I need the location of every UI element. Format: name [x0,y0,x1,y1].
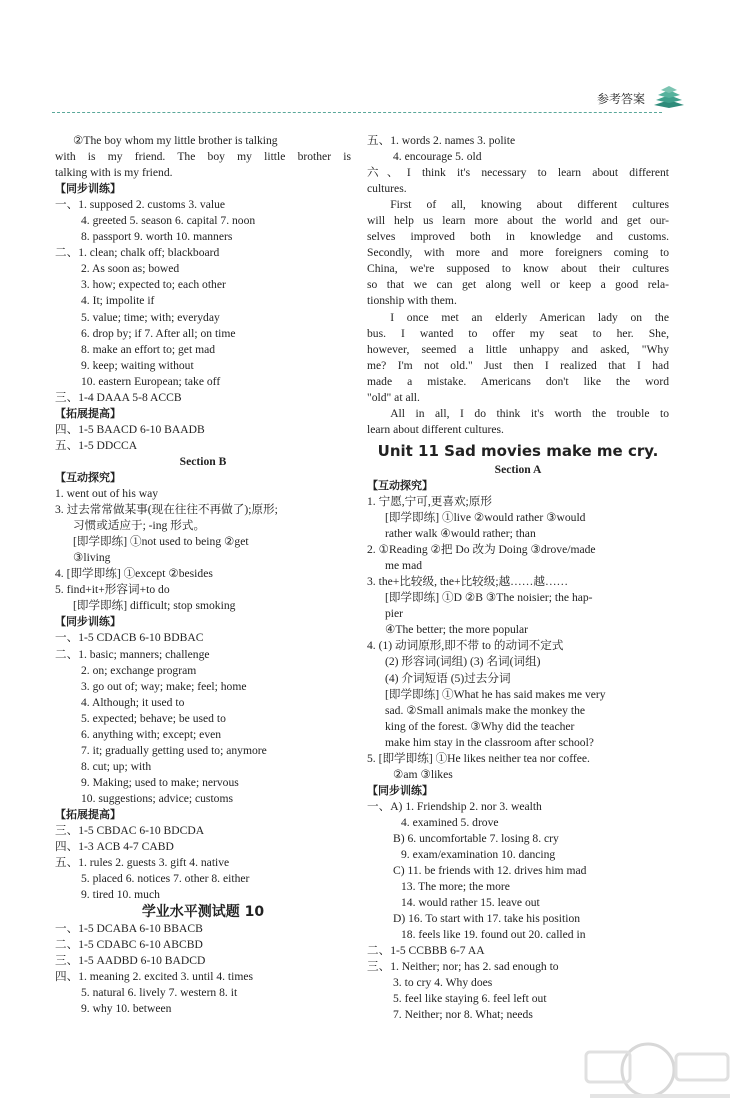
left-column-line: 三、1-5 CBDAC 6-10 BDCDA [55,824,205,838]
left-column-line: 【互动探究】 [55,470,121,484]
right-column-line: B) 6. uncomfortable 7. losing 8. cry [393,831,559,845]
right-column-line: cultures. [367,182,407,196]
left-column-line: 一、1-5 CDACB 6-10 BDBAC [55,631,204,645]
right-column-line: 3. the+比较级, the+比较级;越……越…… [367,575,569,589]
left-column-line: 10. suggestions; advice; customs [81,791,233,805]
left-column-line: 2. As soon as; bowed [81,262,180,276]
right-column-line: Secondly, with more and more foreigners coming to [367,246,669,260]
right-column-line: so that we can get along well or keep a good rela- [367,278,669,292]
right-column-line: selves improved both in knowledge and customs. [367,230,669,244]
right-column-line: [即学即练] ①live ②would rather ③would [385,511,586,525]
left-column-line: 5. find+it+形容词+to do [55,583,170,597]
left-column-line: 9. why 10. between [81,1002,172,1016]
left-column-line: 四、1-5 BAACD 6-10 BAADB [55,422,205,436]
left-column-line: ②The boy whom my little brother is talking [73,134,278,147]
right-answer-column [367,133,669,1024]
header-title: 参考答案 [597,92,646,106]
left-column-line: 5. expected; behave; be used to [81,711,226,725]
left-column-line: 三、1-4 DAAA 5-8 ACCB [55,390,182,404]
right-column-line: D) 16. To start with 17. take his position [393,912,581,926]
left-column-line: 二、1. clean; chalk off; blackboard [55,246,220,260]
left-column-line: 五、1-5 DDCCA [55,438,138,452]
right-column-line: "old" at all. [367,390,420,404]
left-column-line: 5. value; time; with; everyday [81,310,220,324]
left-column-line: 五、1. rules 2. guests 3. gift 4. native [55,856,230,870]
right-column-line: me mad [385,559,423,573]
right-column-line: made a mistake. Americans don't like the word [367,374,669,388]
right-column-line: rather walk ④would rather; than [385,527,536,541]
header-divider [52,112,662,113]
left-column-line: 2. on; exchange program [81,663,197,677]
right-column-line: 13. The more; the more [401,880,510,894]
right-column-line: 三、1. Neither; nor; has 2. sad enough to [367,960,559,974]
left-column-line: 3. how; expected to; each other [81,278,226,292]
right-column-line: 二、1-5 CCBBB 6-7 AA [367,944,485,958]
right-column-line: 五、1. words 2. names 3. polite [367,134,516,147]
left-column-line: 5. placed 6. notices 7. other 8. either [81,872,250,886]
left-column-line: 4. [即学即练] ①except ②besides [55,567,213,581]
left-column-line: [即学即练] difficult; stop smoking [73,599,236,613]
left-column-line: 习惯或适应于; -ing 形式。 [73,519,206,533]
right-column-line: 14. would rather 15. leave out [401,896,540,910]
left-column-line: 四、1. meaning 2. excited 3. until 4. times [55,970,254,984]
left-column-line: ③living [73,551,111,565]
right-column-line: ②am ③likes [393,767,453,781]
left-column-line: 1. went out of his way [55,487,159,501]
left-column-line: 学业水平测试题 10 [141,904,265,921]
left-column-line: with is my friend. The boy my little brother is [55,150,351,164]
right-column-line: 2. ①Reading ②把 Do 改为 Doing ③drove/made [367,543,596,557]
left-column-line: 3. 过去常常做某事(现在往往不再做了);原形; [55,503,278,517]
left-column-line: 6. drop by; if 7. After all; on time [81,326,236,340]
right-column-line: 9. exam/examination 10. dancing [401,848,556,862]
left-column-line: 一、1. supposed 2. customs 3. value [55,198,226,212]
right-column-line: however, seemed a little unhappy and asked, "Why [367,342,669,356]
right-column-line: ④The better; the more popular [385,623,529,637]
right-column-line: First of all, knowing about different cultures [390,198,669,212]
left-column-line: 8. passport 9. worth 10. manners [81,230,233,244]
right-column-line: (4) 介词短语 (5)过去分词 [385,671,511,685]
right-column-line: 4. (1) 动词原形,即不带 to 的动词不定式 [367,639,564,653]
right-column-line: tionship with them. [367,294,457,308]
left-column-line: 6. anything with; except; even [81,727,222,741]
right-column-line: 【互动探究】 [367,478,433,492]
right-column-line: 4. examined 5. drove [401,815,499,829]
right-column-line: sad. ②Small animals make the monkey the [385,703,586,717]
left-column-line: 10. eastern European; take off [81,374,221,388]
book-stack-icon [652,83,686,109]
right-column-line: [即学即练] ①What he has said makes me very [385,687,606,701]
right-column-line: Unit 11 Sad movies make me cry. [377,441,659,460]
right-column-line: All in all, I do think it's worth the trouble to [390,406,669,420]
left-column-line: 四、1-3 ACB 4-7 CABD [55,840,174,854]
right-column-line: C) 11. be friends with 12. drives him mad [393,864,587,878]
right-column-line: 六、I think it's necessary to learn about different [367,166,669,180]
right-column-line: will help us learn more about the world and get our- [367,214,669,228]
right-column-line: 18. feels like 19. found out 20. called in [401,928,586,942]
right-column-line: I once met an elderly American lady on the [390,310,669,324]
left-column-line: 3. go out of; way; make; feel; home [81,679,247,693]
right-column-line: 一、A) 1. Friendship 2. nor 3. wealth [367,799,542,813]
right-column-line: (2) 形容词(词组) (3) 名词(词组) [385,655,541,669]
left-column-line: 4. It; impolite if [81,294,155,308]
right-column-line: make him stay in the classroom after school? [385,735,594,749]
right-column-line: king of the forest. ③Why did the teacher [385,719,575,733]
left-column-line: 7. it; gradually getting used to; anymore [81,743,267,757]
right-column-line: China, we're supposed to know about their cultures [367,262,669,276]
page-number: 223 [622,1028,645,1042]
left-column-line: talking with is my friend. [55,166,173,180]
left-column-line: 一、1-5 DCABA 6-10 BBACB [55,922,203,936]
right-column-line: 1. 宁愿,宁可,更喜欢;原形 [367,494,492,508]
right-column-line: 7. Neither; nor 8. What; needs [393,1008,533,1022]
right-column-line: me? I'm not old." Just then I realized that I had [367,358,669,372]
left-column-line: 4. Although; it used to [81,695,185,709]
left-answer-column [55,133,351,1018]
right-column-line: pier [385,607,404,621]
left-column-line: 9. keep; waiting without [81,358,194,372]
left-column-line: 【同步训练】 [55,615,121,629]
right-column-line: 5. [即学即练] ①He likes neither tea nor coffee. [367,751,590,765]
left-column-line: 二、1-5 CDABC 6-10 ABCBD [55,938,203,952]
left-column-line: 【拓展提高】 [55,406,121,420]
left-column-line: 9. Making; used to make; nervous [81,775,239,789]
right-column-line: 【同步训练】 [367,783,433,797]
right-column-line: 4. encourage 5. old [393,150,482,164]
left-column-line: 4. greeted 5. season 6. capital 7. noon [81,214,256,228]
right-column-line: Section A [494,462,542,476]
left-column-line: 8. cut; up; with [81,759,152,773]
right-column-line: learn about different cultures. [367,422,504,436]
left-column-line: 二、1. basic; manners; challenge [55,647,210,661]
right-column-line: bus. I wanted to offer my seat to her. She, [367,326,669,340]
left-column-line: 三、1-5 AADBD 6-10 BADCD [55,954,206,968]
right-column-line: 5. feel like staying 6. feel left out [393,992,547,1006]
left-column-line: 【同步训练】 [55,182,121,196]
left-column-line: 9. tired 10. much [81,888,160,902]
left-column-line: 8. make an effort to; get mad [81,342,216,356]
left-column-line: Section B [179,454,227,468]
left-column-line: 5. natural 6. lively 7. western 8. it [81,986,238,1000]
left-column-line: [即学即练] ①not used to being ②get [73,535,249,549]
right-column-line: 3. to cry 4. Why does [393,976,493,990]
right-column-line: [即学即练] ①D ②B ③The noisier; the hap- [385,591,593,605]
left-column-line: 【拓展提高】 [55,807,121,821]
